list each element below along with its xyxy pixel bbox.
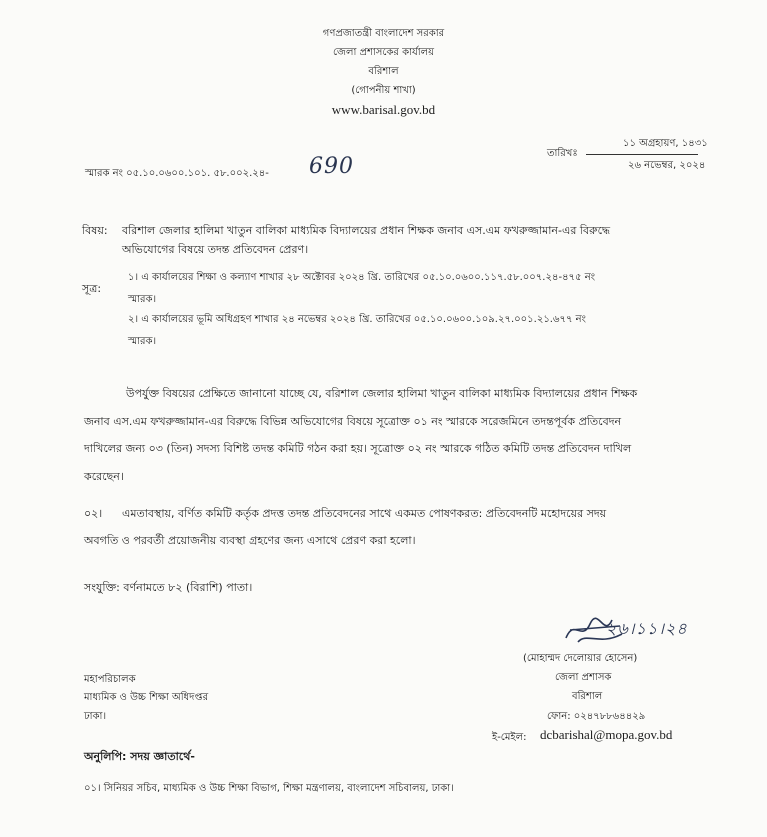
signature-handwritten-date: ২৬।১১।২৪ bbox=[606, 619, 688, 638]
source-item-1-cont: স্মারক। bbox=[128, 294, 157, 305]
sources-label: সূত্র: bbox=[82, 282, 102, 295]
website-link[interactable]: www.barisal.gov.bd bbox=[331, 102, 436, 117]
office-name: জেলা প্রশাসকের কার্যালয় bbox=[332, 47, 434, 58]
govt-title: গণপ্রজাতন্ত্রী বাংলাদেশ সরকার bbox=[322, 28, 445, 39]
signer-designation: জেলা প্রশাসক bbox=[555, 672, 612, 683]
memo-handwritten-number: 690 bbox=[309, 154, 354, 179]
recipient-title: মহাপরিচালক bbox=[84, 674, 136, 685]
date-english: ২৬ নভেম্বর, ২০২৪ bbox=[628, 160, 706, 171]
signer-email[interactable]: dcbarishal@mopa.gov.bd bbox=[540, 727, 673, 742]
section-name: (গোপনীয় শাখা) bbox=[351, 85, 416, 96]
memo-number: স্মারক নং ০৫.১০.০৬০০.১০১. ৫৮.০০২.২৪- bbox=[85, 168, 269, 179]
signer-email-label: ই-মেইল: bbox=[492, 732, 527, 743]
subject-line-2: অভিযোগের বিষয়ে তদন্ত প্রতিবেদন প্রেরণ। bbox=[122, 243, 309, 256]
para2-number: ০২। bbox=[84, 507, 103, 520]
date-label: তারিখঃ bbox=[547, 148, 578, 159]
recipient-office: মাধ্যমিক ও উচ্চ শিক্ষা অধিদপ্তর bbox=[84, 692, 209, 703]
date-bangla: ১১ অগ্রহায়ণ, ১৪৩১ bbox=[623, 138, 708, 149]
copy-item-1: ০১। সিনিয়র সচিব, মাধ্যমিক ও উচ্চ শিক্ষা বিভাগ, শিক্ষা মন্ত্রণালয়, বাংলাদেশ সচিবালয়, ঢাকা। bbox=[84, 783, 454, 794]
signer-district: বরিশাল bbox=[572, 691, 603, 702]
para2-line-1: এমতাবস্থায়, বর্ণিত কমিটি কর্তৃক প্রদত্ত তদন্ত প্রতিবেদনের সাথে একমত পোষণকরত: প্রতিবেদনটি মহোদয়ের সদয় bbox=[122, 507, 607, 520]
district-name: বরিশাল bbox=[368, 66, 399, 77]
source-item-2: ২। এ কার্যালয়ের ভূমি অধিগ্রহণ শাখার ২৪ নভেম্বর ২০২৪ খ্রি. তারিখের ০৫.১০.০৬০০.১০৯.২৭.০০১.২১.৬৭৭ নং bbox=[128, 314, 586, 325]
para1-line-1: উপর্যুক্ত বিষয়ের প্রেক্ষিতে জানানো যাচ্ছে যে, বরিশাল জেলার হালিমা খাতুন বালিকা মাধ্যমিক বিদ্যালয়ের প্রধান শিক্ষক bbox=[126, 387, 638, 400]
date-divider bbox=[586, 154, 698, 155]
copy-label: অনুলিপি: সদয় জ্ঞাতার্থে- bbox=[84, 750, 195, 763]
attachment-note: সংযুক্তি: বর্ণনামতে ৮২ (বিরাশি) পাতা। bbox=[84, 581, 253, 594]
para1-line-2: জনাব এস.এম ফখরুজ্জামান-এর বিরুদ্ধে বিভিন্ন অভিযোগের বিষয়ে সূত্রোক্ত ০১ নং স্মারকে সরেজমিনে তদন্তপূর্বক প্রতিবেদন bbox=[84, 415, 622, 428]
subject-line-1: বরিশাল জেলার হালিমা খাতুন বালিকা মাধ্যমিক বিদ্যালয়ের প্রধান শিক্ষক জনাব এস.এম ফখরুজ্জামান-এর বিরুদ্ধে bbox=[122, 224, 611, 237]
subject-label: বিষয়: bbox=[82, 224, 108, 237]
source-item-1: ১। এ কার্যালয়ের শিক্ষা ও কল্যাণ শাখার ২৮ অক্টোবর ২০২৪ খ্রি. তারিখের ০৫.১০.০৬০০.১১৭.৫৮.০০৭.২৪-৪৭৫ নং bbox=[128, 272, 595, 283]
signer-name: (মোহাম্মদ দেলোয়ার হোসেন) bbox=[523, 653, 638, 664]
para1-line-4: করেছেন। bbox=[84, 470, 124, 483]
para2-line-2: অবগতি ও পরবর্তী প্রয়োজনীয় ব্যবস্থা গ্রহণের জন্য এসাথে প্রেরণ করা হলো। bbox=[84, 534, 416, 547]
recipient-city: ঢাকা। bbox=[84, 711, 107, 722]
signer-phone: ফোন: ০২৪৭৮৮৬৪৪২৯ bbox=[547, 711, 646, 722]
para1-line-3: দাখিলের জন্য ০৩ (তিন) সদস্য বিশিষ্ট তদন্ত কমিটি গঠন করা হয়। সূত্রোক্ত ০২ নং স্মারকে গঠিত কমিটি তদন্ত প্রতিবেদন দাখিল bbox=[84, 442, 632, 455]
source-item-2-cont: স্মারক। bbox=[128, 336, 157, 347]
